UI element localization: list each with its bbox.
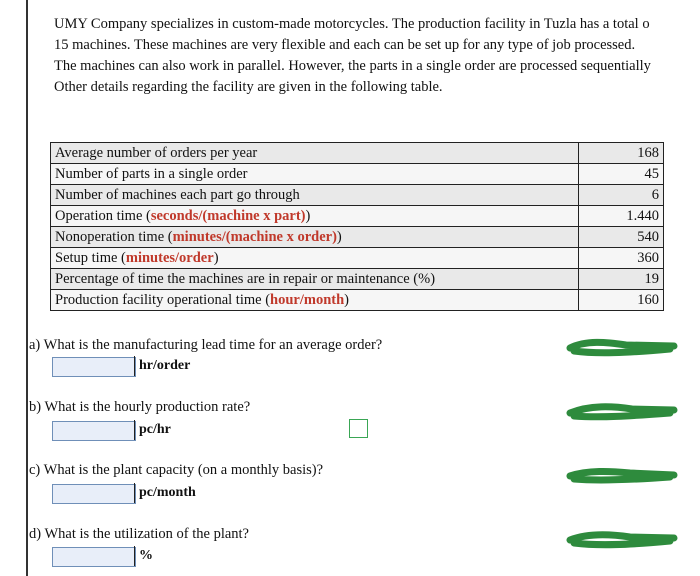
answer-c-input[interactable] <box>52 484 136 504</box>
answer-d-unit: % <box>134 546 153 566</box>
table-row <box>51 227 664 248</box>
left-border-line <box>26 0 28 576</box>
row-value: 6 <box>579 185 664 206</box>
intro-line: Other details regarding the facility are given in the following table. <box>54 79 443 95</box>
row-label: Nonoperation time (minutes/(machine x order)) <box>51 227 579 248</box>
answer-c-unit: pc/month <box>134 483 196 503</box>
problem-intro <box>54 14 694 98</box>
unit-highlight: seconds/(machine x part) <box>150 208 306 224</box>
row-label: Number of machines each part go through <box>51 185 579 206</box>
row-label: Operation time (seconds/(machine x part)) <box>51 206 579 227</box>
row-value: 45 <box>579 164 664 185</box>
answer-b-input[interactable] <box>52 421 136 441</box>
intro-line: The machines can also work in parallel. However, the parts in a single order are processed sequentially <box>54 58 651 74</box>
table-row <box>51 269 664 290</box>
row-label: Percentage of time the machines are in repair or maintenance (%) <box>51 269 579 290</box>
answer-b-unit: pc/hr <box>134 420 171 440</box>
table-row <box>51 248 664 269</box>
scribble-mark-icon <box>566 400 678 424</box>
row-label: Number of parts in a single order <box>51 164 579 185</box>
answer-a-unit: hr/order <box>134 356 190 376</box>
unit-highlight: minutes/order <box>125 250 214 266</box>
table-row <box>51 290 664 311</box>
scribble-mark-icon <box>566 336 678 360</box>
unit-highlight: minutes/(machine x order) <box>172 229 337 245</box>
row-value: 360 <box>579 248 664 269</box>
question-c: c) What is the plant capacity (on a monthly basis)? <box>29 462 324 478</box>
answer-a-input[interactable] <box>52 357 136 377</box>
row-label: Setup time (minutes/order) <box>51 248 579 269</box>
table-row <box>51 206 664 227</box>
row-label: Production facility operational time (hour/month) <box>51 290 579 311</box>
scribble-mark-icon <box>566 464 678 488</box>
unit-highlight: hour/month <box>270 292 345 308</box>
answer-d-input[interactable] <box>52 547 136 567</box>
left-marker <box>26 398 28 420</box>
checkbox-icon[interactable] <box>349 419 368 438</box>
row-value: 1.440 <box>579 206 664 227</box>
row-value: 540 <box>579 227 664 248</box>
intro-line: 15 machines. These machines are very flexible and each can be set up for any type of job processed. <box>54 37 636 53</box>
table-row <box>51 164 664 185</box>
row-value: 19 <box>579 269 664 290</box>
row-value: 168 <box>579 143 664 164</box>
question-a: a) What is the manufacturing lead time for an average order? <box>29 337 383 353</box>
row-label: Average number of orders per year <box>51 143 579 164</box>
table-row <box>51 185 664 206</box>
row-value: 160 <box>579 290 664 311</box>
intro-line: UMY Company specializes in custom-made motorcycles. The production facility in Tuzla has a total o <box>54 16 650 32</box>
table-row <box>51 143 664 164</box>
scribble-mark-icon <box>566 528 678 552</box>
facility-details-table <box>50 142 664 311</box>
question-b: b) What is the hourly production rate? <box>29 399 251 415</box>
question-d: d) What is the utilization of the plant? <box>29 526 249 542</box>
left-marker <box>26 526 28 548</box>
